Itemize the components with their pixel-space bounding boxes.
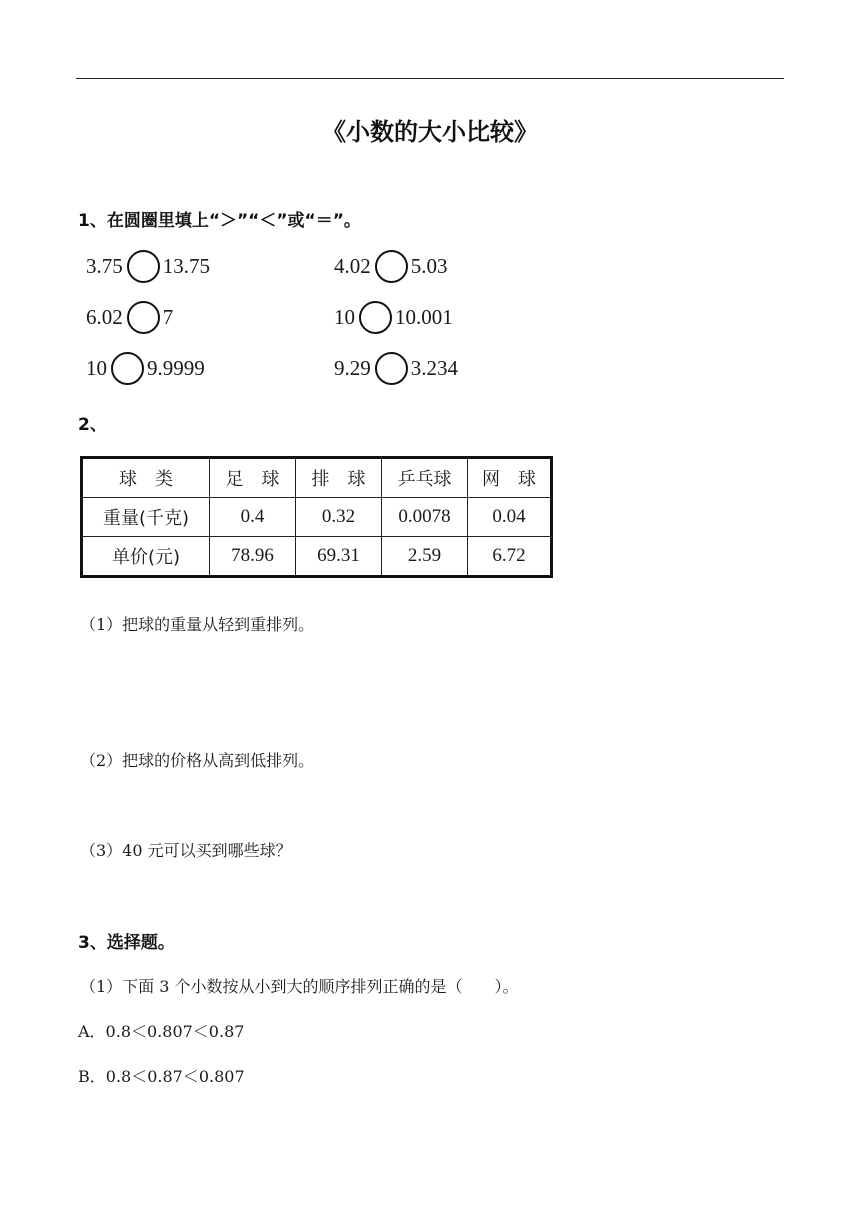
table-cell: 乒乓球 bbox=[382, 458, 468, 498]
answer-circle[interactable] bbox=[127, 301, 160, 334]
table-cell: 足 球 bbox=[210, 458, 296, 498]
question-2-part-1: （1）把球的重量从轻到重排列。 bbox=[80, 615, 315, 634]
table-cell: 0.32 bbox=[296, 498, 382, 537]
table-cell: 重量(千克) bbox=[82, 498, 210, 537]
option-a[interactable]: A．0.8＜0.807＜0.87 bbox=[78, 1022, 245, 1041]
table-cell: 78.96 bbox=[210, 537, 296, 577]
answer-circle[interactable] bbox=[359, 301, 392, 334]
left-number: 9.29 bbox=[334, 355, 371, 380]
right-number: 13.75 bbox=[162, 253, 210, 278]
table-cell: 6.72 bbox=[468, 537, 552, 577]
compare-item bbox=[86, 348, 205, 388]
right-number: 7 bbox=[162, 304, 174, 329]
table-header-row bbox=[82, 458, 552, 498]
ball-data-table bbox=[80, 456, 553, 578]
table-cell: 单价(元) bbox=[82, 537, 210, 577]
question-2-part-3: （3）40 元可以买到哪些球？ bbox=[80, 841, 292, 860]
left-number: 10 bbox=[86, 355, 107, 380]
question-2-part-2: （2）把球的价格从高到低排列。 bbox=[80, 751, 315, 770]
header-rule bbox=[76, 78, 784, 79]
compare-item bbox=[86, 246, 210, 286]
right-number: 5.03 bbox=[410, 253, 448, 278]
table-cell: 0.04 bbox=[468, 498, 552, 537]
table-cell: 排 球 bbox=[296, 458, 382, 498]
table-cell: 网 球 bbox=[468, 458, 552, 498]
left-number: 10 bbox=[334, 304, 355, 329]
left-number: 6.02 bbox=[86, 304, 123, 329]
answer-circle[interactable] bbox=[111, 352, 144, 385]
left-number: 4.02 bbox=[334, 253, 371, 278]
compare-item bbox=[86, 297, 173, 337]
table-row bbox=[82, 537, 552, 577]
compare-item bbox=[334, 348, 458, 388]
answer-circle[interactable] bbox=[375, 352, 408, 385]
question-3-heading: 3、选择题。 bbox=[78, 933, 175, 953]
table-cell: 2.59 bbox=[382, 537, 468, 577]
question-3-part-1: （1）下面 3 个小数按从小到大的顺序排列正确的是（ ）。 bbox=[80, 977, 519, 996]
compare-item bbox=[334, 297, 453, 337]
compare-item bbox=[334, 246, 448, 286]
page-title: 《小数的大小比较》 bbox=[322, 118, 538, 146]
table-cell: 0.0078 bbox=[382, 498, 468, 537]
table-row bbox=[82, 498, 552, 537]
left-number: 3.75 bbox=[86, 253, 123, 278]
right-number: 10.001 bbox=[395, 304, 453, 329]
question-1-heading: 1、在圆圈里填上“＞”“＜”或“＝”。 bbox=[78, 211, 361, 231]
answer-circle[interactable] bbox=[375, 250, 408, 283]
right-number: 9.9999 bbox=[147, 355, 205, 380]
option-b[interactable]: B．0.8＜0.87＜0.807 bbox=[78, 1067, 245, 1086]
right-number: 3.234 bbox=[410, 355, 458, 380]
answer-circle[interactable] bbox=[127, 250, 160, 283]
question-2-heading: 2、 bbox=[78, 415, 107, 435]
table-cell: 球 类 bbox=[82, 458, 210, 498]
table-cell: 69.31 bbox=[296, 537, 382, 577]
table-cell: 0.4 bbox=[210, 498, 296, 537]
